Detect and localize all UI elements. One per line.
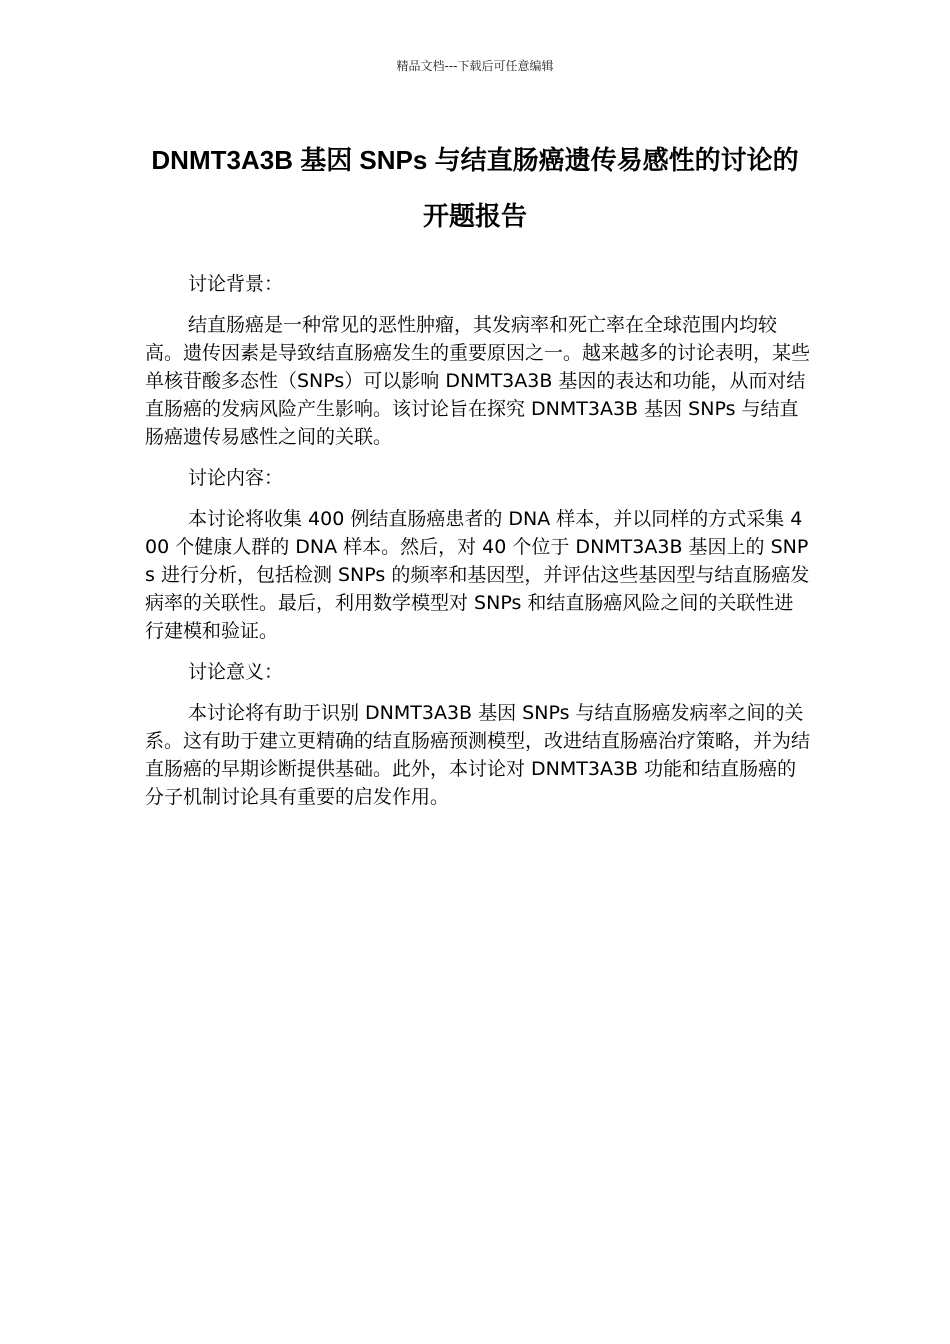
section-paragraph-content: 本讨论将收集 400 例结直肠癌患者的 DNA 样本，并以同样的方式采集 400 个健康人群的 DNA 样本。然后，对 40 个位于 DNMT3A3B 基因上的 SNPs 进行分析，包括检测 SNPs 的频率和基因型，并评估这些基因型与结直肠癌发病率的关联性。最后，利用数学模型对 SNPs 和结直肠癌风险之间的关联性进行建模和验证。 <box>145 508 810 642</box>
document-body <box>145 270 810 824</box>
section-heading-significance: 讨论意义： <box>188 661 284 683</box>
section-paragraph-significance: 本讨论将有助于识别 DNMT3A3B 基因 SNPs 与结直肠癌发病率之间的关系。这有助于建立更精确的结直肠癌预测模型，改进结直肠癌治疗策略，并为结直肠癌的早期诊断提供基础。此外，本讨论对 DNMT3A3B 功能和结直肠癌的分子机制讨论具有重要的启发作用。 <box>145 702 811 808</box>
section-heading-background: 讨论背景： <box>188 273 284 295</box>
section-paragraph-background: 结直肠癌是一种常见的恶性肿瘤，其发病率和死亡率在全球范围内均较高。遗传因素是导致结直肠癌发生的重要原因之一。越来越多的讨论表明，某些单核苷酸多态性（SNPs）可以影响 DNMT3A3B 基因的表达和功能，从而对结直肠癌的发病风险产生影响。该讨论旨在探究 DNMT3A3B 基因 SNPs 与结直肠癌遗传易感性之间的关联。 <box>145 314 811 448</box>
header-note: 精品文档---下载后可任意编辑 <box>396 59 554 73</box>
section-heading-content: 讨论内容： <box>188 467 284 489</box>
document-title: DNMT3A3B 基因 SNPs 与结直肠癌遗传易感性的讨论的开题报告 <box>151 145 799 231</box>
